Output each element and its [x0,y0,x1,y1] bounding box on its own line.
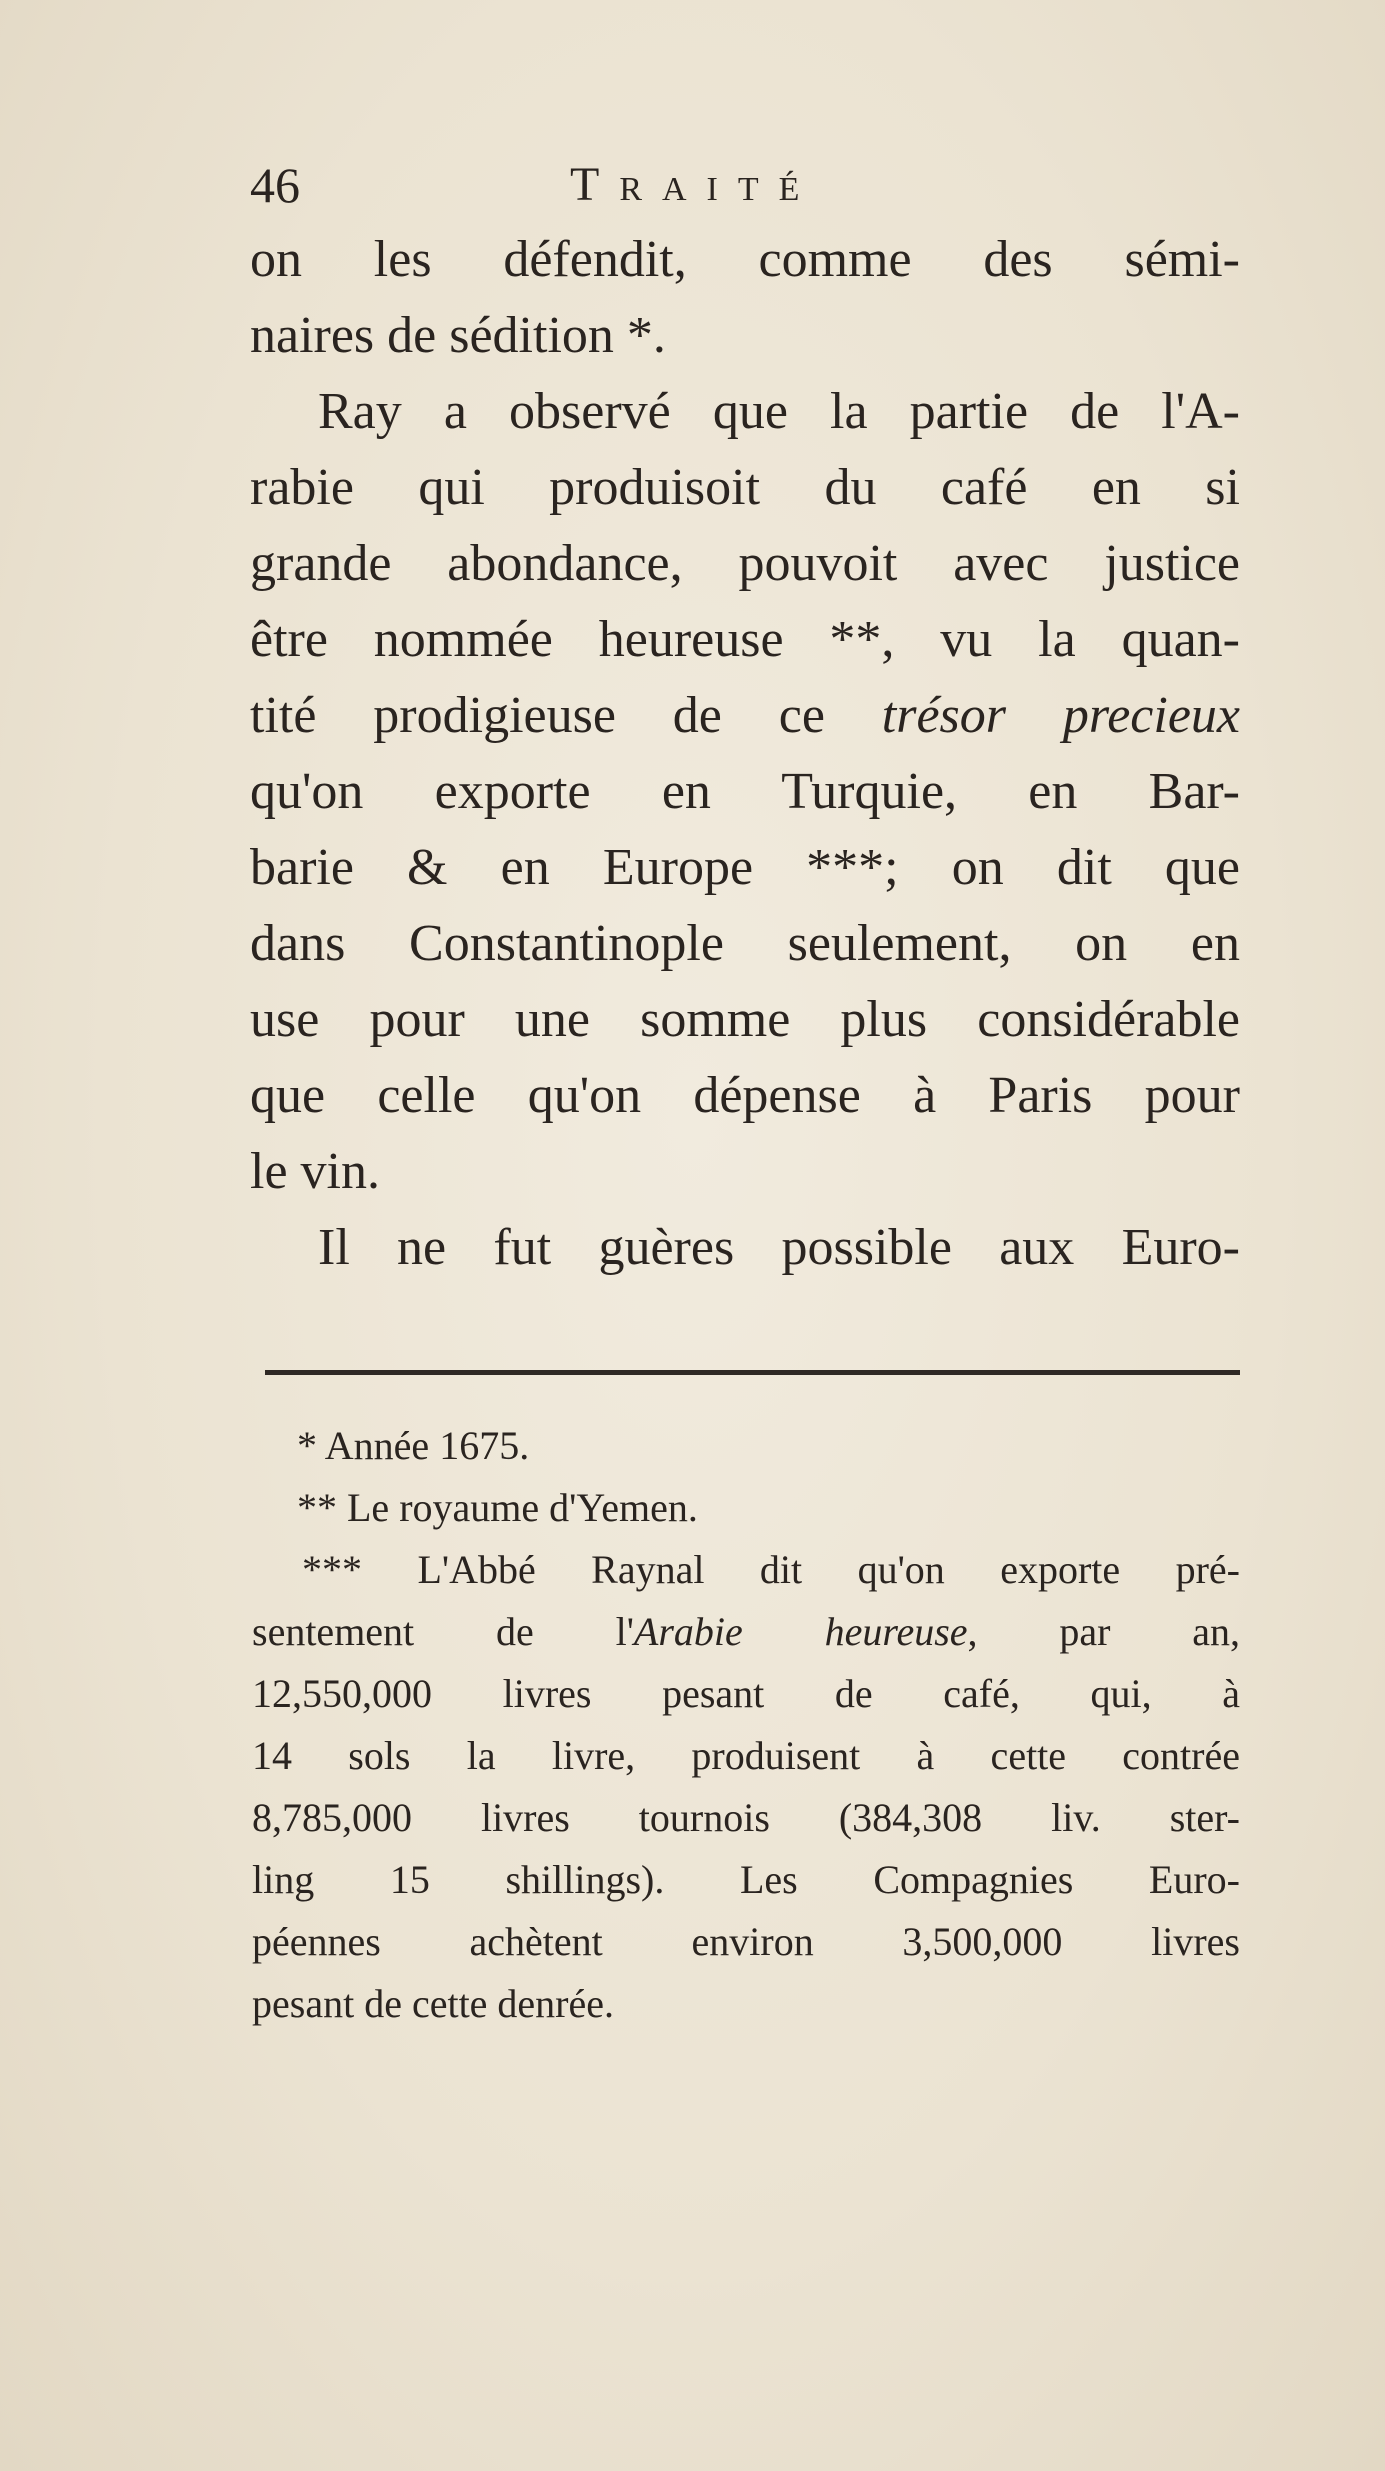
italic-phrase: Arabie heureuse [633,1609,968,1654]
text-line: grande abondance, pouvoit avec justice [250,535,1240,592]
footnote-1: * Année 1675. [297,1423,530,1468]
text-line: Ray a observé que la partie de l'A- [318,383,1240,440]
text-line: dans Constantinople seulement, on en [250,915,1240,972]
text-line: barie & en Europe ***; on dit que [250,839,1240,896]
text-line: use pour une somme plus considérable [250,991,1240,1048]
footnote-3-line: *** L'Abbé Raynal dit qu'on exporte pré- [302,1547,1240,1592]
text-line: Il ne fut guères possible aux Euro- [318,1219,1240,1276]
text-run: sentement de l' [252,1609,634,1654]
footnote-3-line: 8,785,000 livres tournois (384,308 liv. ster- [252,1795,1240,1840]
footnote-2: ** Le royaume d'Yemen. [297,1485,698,1530]
text-line: que celle qu'on dépense à Paris pour [250,1067,1240,1124]
footnote-3-line: pesant de cette denrée. [252,1981,615,2026]
footnote-3-line [252,1601,1240,1663]
text-line [250,678,1240,754]
italic-phrase: trésor precieux [881,687,1240,744]
text-run: , par an, [967,1609,1240,1654]
footnote-3-line: ling 15 shillings). Les Compagnies Euro- [252,1857,1240,1902]
text-line: être nommée heureuse **, vu la quan- [250,611,1240,668]
footnotes [252,1415,1240,2035]
footnote-rule [265,1370,1240,1375]
footnote-3-line: 14 sols la livre, produisent à cette contrée [252,1733,1240,1778]
text-line: qu'on exporte en Turquie, en Bar- [250,763,1240,820]
text-run: tité prodigieuse de ce [250,687,882,744]
main-text [250,222,1240,1286]
text-line: naires de sédition *. [250,307,666,364]
page-header [250,150,1240,220]
running-title: Traité [570,158,820,211]
footnote-3-line: péennes achètent environ 3,500,000 livres [252,1919,1240,1964]
text-line: rabie qui produisoit du café en si [250,459,1240,516]
footnote-3-line: 12,550,000 livres pesant de café, qui, à [252,1671,1240,1716]
text-line: on les défendit, comme des sémi- [250,231,1240,288]
text-line: le vin. [250,1143,380,1200]
page-number: 46 [250,157,300,213]
